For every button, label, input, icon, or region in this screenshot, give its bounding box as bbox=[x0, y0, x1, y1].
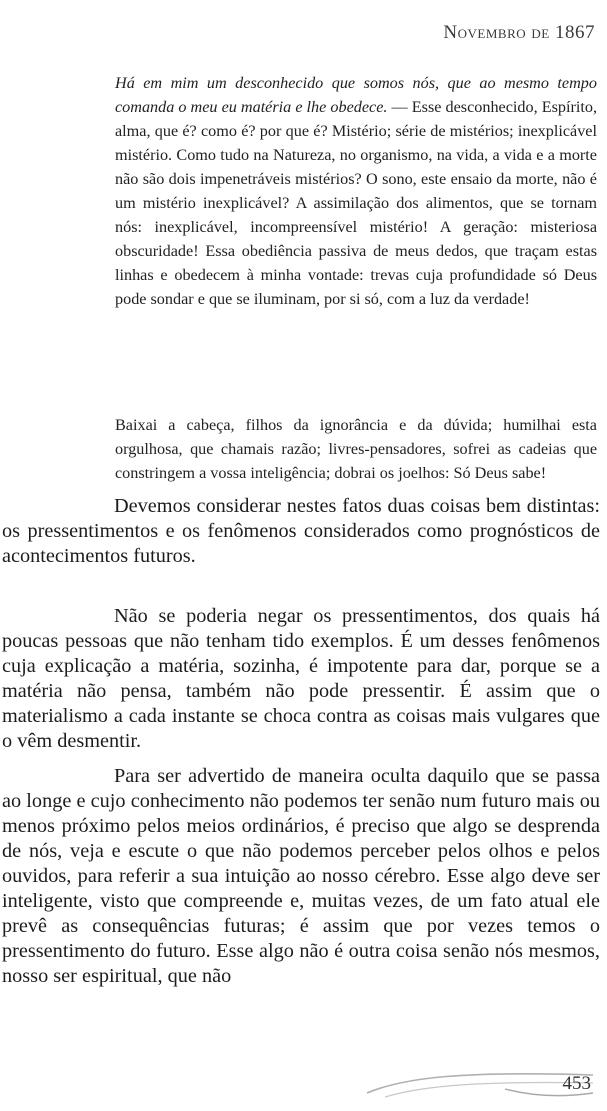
body-paragraph-3-text: Para ser advertido de maneira oculta daquilo que se passa ao longe e cujo conhecimento não podemos ter senão num futuro mais ou menos próximo pelos meios ordinários, é preciso que algo se desprenda de nós, veja e escute o que não podemos perceber pelos olhos e pelos ouvidos, para referir a sua intuição ao nosso cérebro. Esse algo deve ser inteligente, visto que compreende e, muitas vezes, de um fato atual ele prevê as consequências futuras; é assim que por vezes temos o pressentimento do futuro. Esse algo não é outra coisa senão nós mesmos, nosso ser espiritual, que não bbox=[2, 765, 600, 987]
quote-paragraph-2: Baixai a cabeça, filhos da ignorância e da dúvida; humilhai esta orgulhosa, que chamais razão; livres-pensadores, sofrei as cadeias que constringem a vossa inteligência; dobrai os joelhos: Só Deus sabe! bbox=[115, 416, 597, 482]
page-number: 453 bbox=[562, 1073, 591, 1094]
quote-paragraph-1 bbox=[115, 71, 597, 311]
body-paragraph-1 bbox=[2, 494, 600, 569]
body-paragraph-2 bbox=[2, 604, 600, 754]
running-header bbox=[443, 22, 595, 44]
body-paragraph-2-text: Não se poderia negar os pressentimentos, dos quais há poucas pessoas que não tenham tido exemplos. É um desses fenômenos cuja explicação a matéria, sozinha, é impotente para dar, porque se a matéria não pensa, também não pode pressentir. É assim que o materialismo a cada instante se choca contra as coisas mais vulgares que o vêm desmentir. bbox=[2, 605, 600, 752]
quote-paragraph-1-rest: — Esse desconhecido, Espírito, alma, que é? como é? por que é? Mistério; série de mistérios; inexplicável mistério. Como tudo na Natureza, no organismo, na vida, a vida e a morte não são dois impenetráveis mistérios? O sono, este ensaio da morte, não é um mistério inexplicável? A assimilação dos alimentos, que se tornam nós: inexplicável, incompreensível mistério! A geração: misteriosa obscuridade! Essa obediência passiva de meus dedos, que traçam estas linhas e obedecem à minha vontade: trevas cuja profundidade só Deus pode sondar e que se iluminam, por si só, com a luz da verdade! bbox=[115, 98, 597, 308]
body-paragraph-1-text: Devemos considerar nestes fatos duas coisas bem distintas: os pressentimentos e os fenômenos considerados como prognósticos de acontecimentos futuros. bbox=[2, 495, 600, 567]
header-preposition: de bbox=[526, 22, 555, 43]
decorative-swoosh-icon bbox=[365, 1063, 595, 1099]
header-month: Novembro bbox=[443, 22, 527, 43]
body-paragraph-3 bbox=[2, 764, 600, 989]
quote-italic-lead: Há em mim um desconhecido que somos nós, que ao mesmo tempo comanda o meu eu matéria e lhe obedece. bbox=[115, 74, 597, 116]
header-year: 1867 bbox=[555, 22, 595, 43]
page-footer bbox=[365, 1063, 595, 1099]
quote-block-2 bbox=[115, 413, 597, 485]
quote-block-1 bbox=[115, 71, 597, 311]
